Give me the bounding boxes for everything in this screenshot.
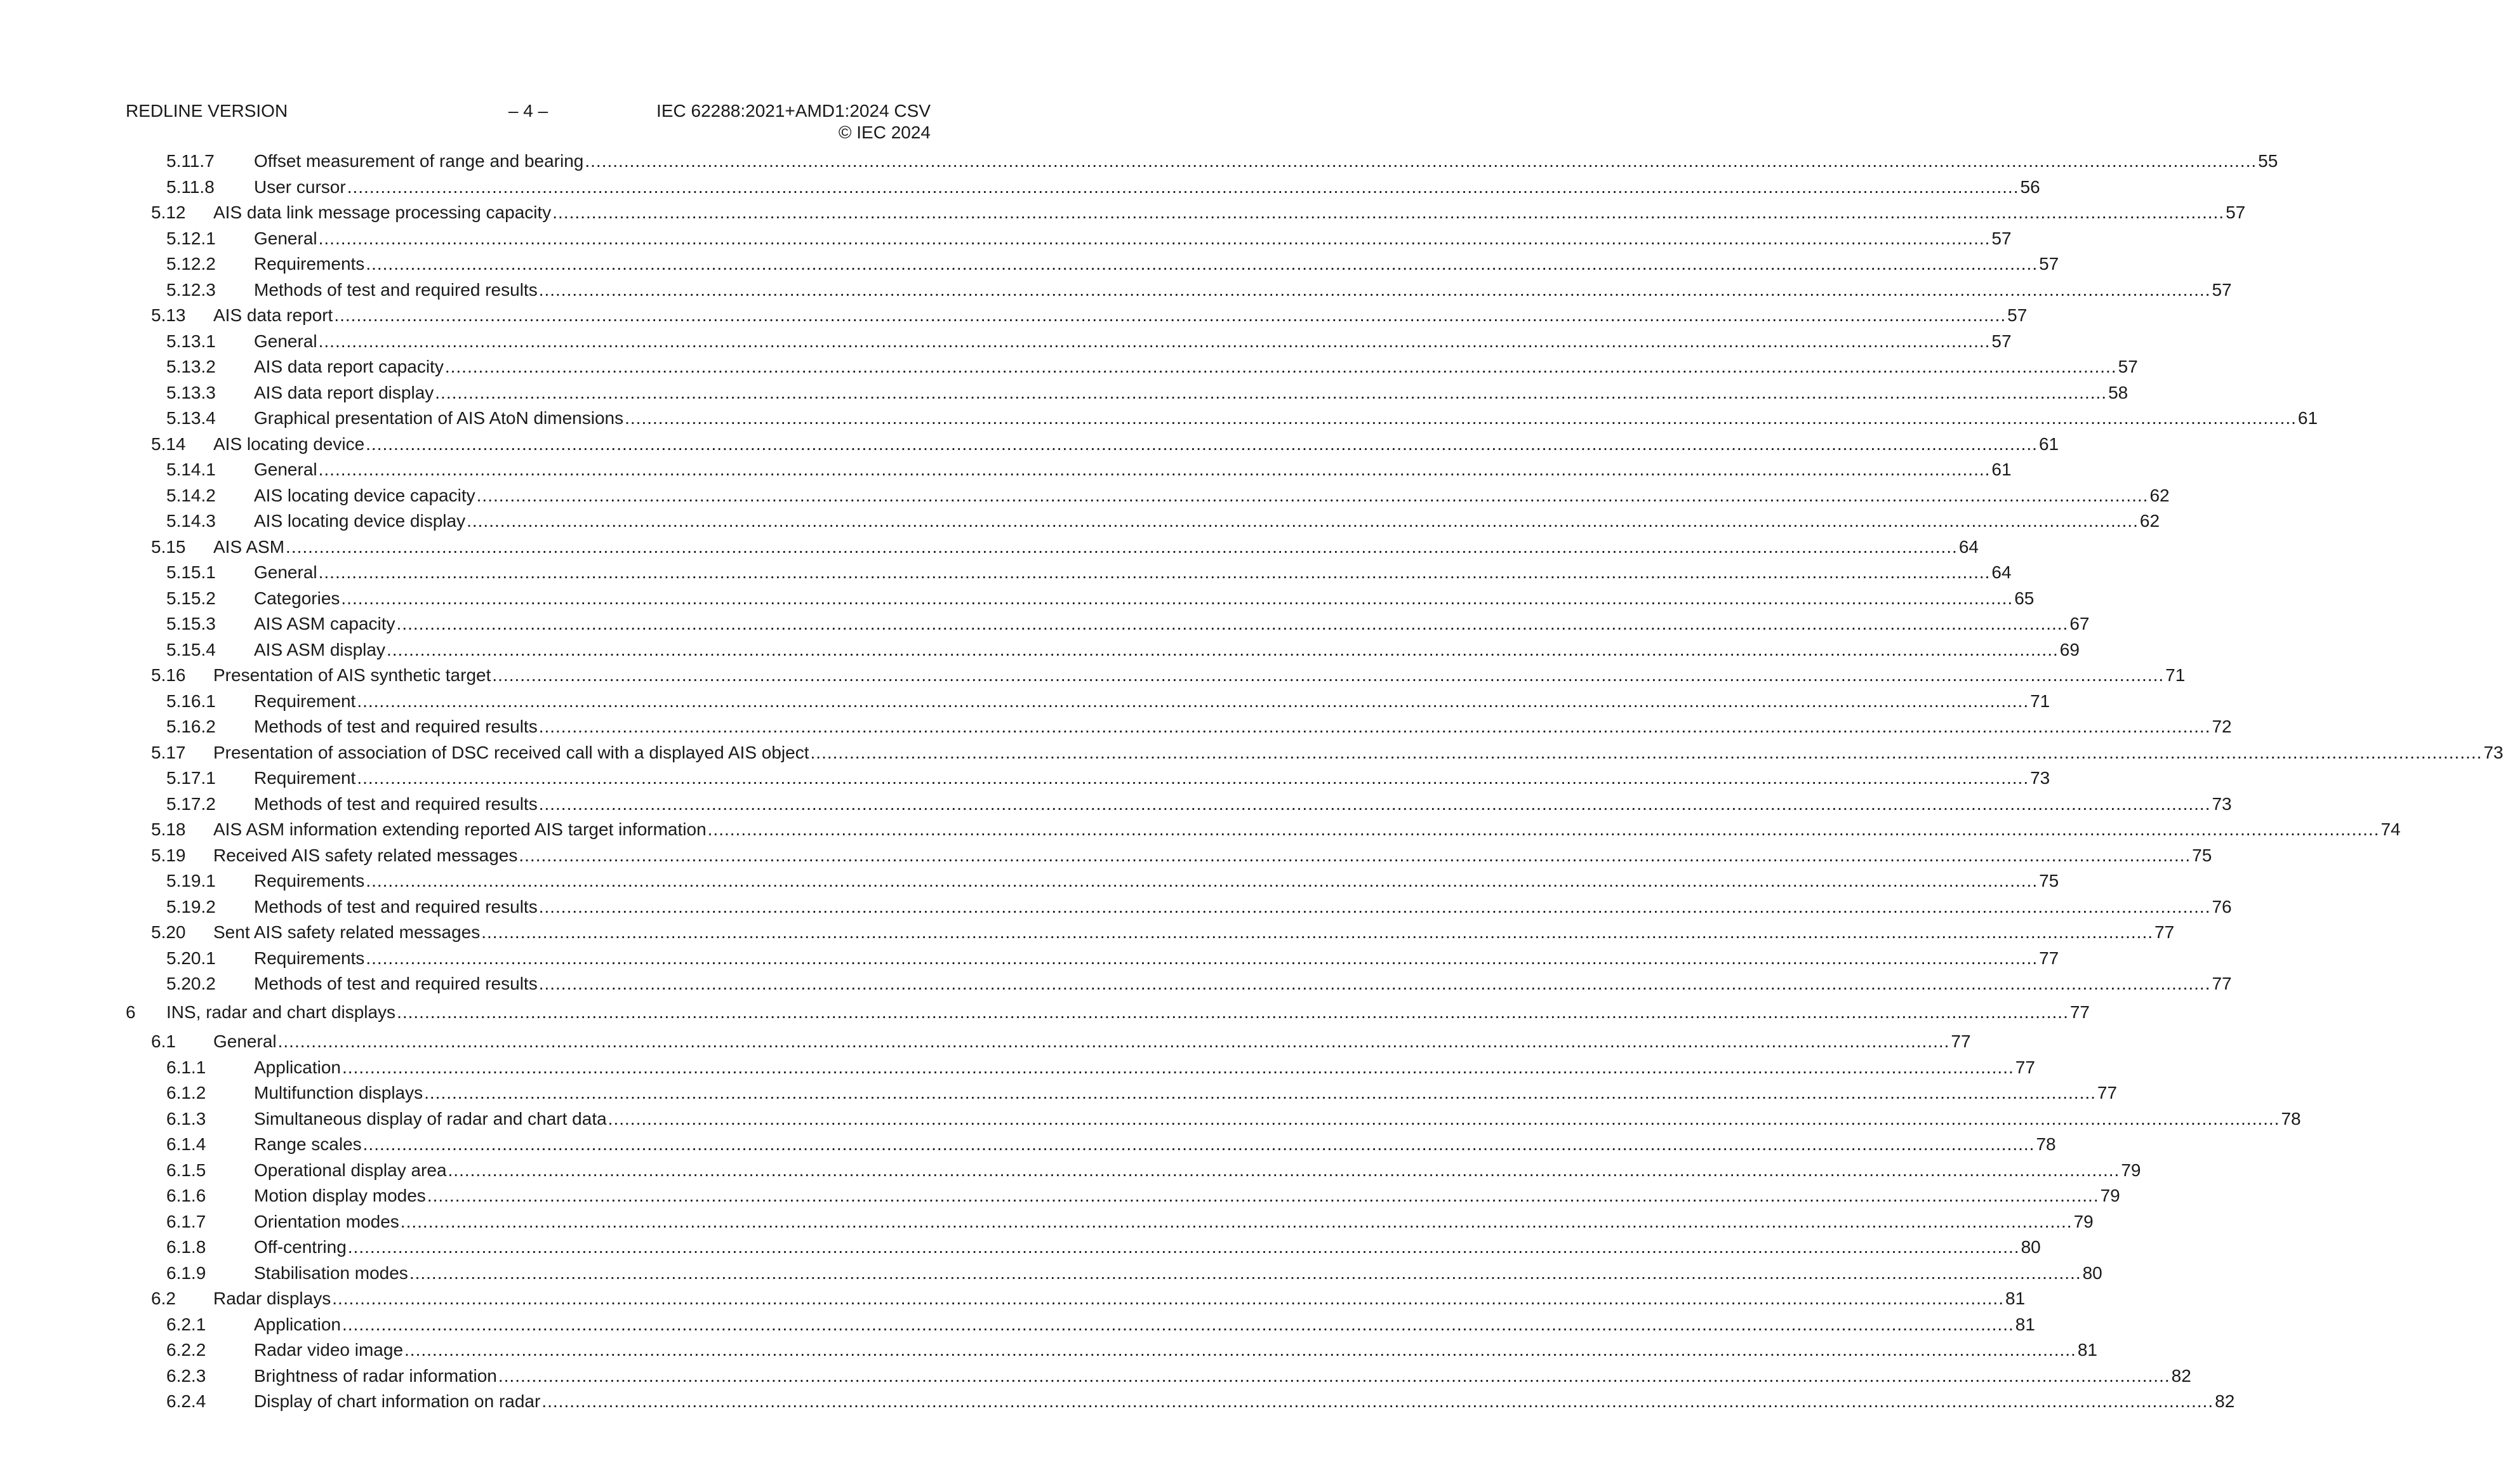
toc-entry-number: 6.2.1: [166, 1314, 206, 1334]
toc-entry-page: 57: [2226, 202, 2246, 222]
toc-entry-number: 5.17.2: [166, 793, 216, 814]
toc-entry-title: Stabilisation modes: [254, 1262, 408, 1283]
toc-entry[interactable]: [0, 1183, 2120, 1209]
toc-entry-title: AIS data report display: [254, 382, 434, 402]
toc-entry-page: 78: [2036, 1134, 2056, 1154]
toc-entry-page: 78: [2281, 1108, 2301, 1129]
toc-entry-line: [254, 946, 2059, 971]
toc-entry[interactable]: [0, 508, 2160, 534]
toc-entry[interactable]: [0, 792, 2232, 817]
toc-dot-leader: ............................................................................................................................................................................................................................................................................................................: [277, 1031, 1950, 1051]
toc-entry-title: Requirement: [254, 691, 356, 711]
toc-dot-leader: ............................................................................................................................................................................................................................................................................................................: [541, 1391, 2214, 1411]
toc-entry-line: [254, 1158, 2141, 1183]
toc-entry-page: 62: [2139, 511, 2160, 531]
toc-entry-title: Methods of test and required results: [254, 793, 538, 814]
toc-entry-page: 77: [2039, 948, 2059, 968]
toc-entry-number: 6.2.2: [166, 1340, 206, 1360]
toc-entry[interactable]: [0, 277, 2232, 303]
toc-dot-leader: ............................................................................................................................................................................................................................................................................................................: [357, 691, 2029, 711]
toc-entry-line: [213, 534, 1979, 560]
toc-entry-number: 5.14.2: [166, 485, 216, 505]
toc-entry-line: [254, 1235, 2041, 1260]
toc-dot-leader: ............................................................................................................................................................................................................................................................................................................: [476, 485, 2149, 505]
toc-entry-number: 5.15.2: [166, 588, 216, 608]
toc-entry-line: [254, 1080, 2118, 1106]
toc-entry-line: [254, 1312, 2035, 1337]
toc-entry[interactable]: [0, 200, 2246, 225]
toc-dot-leader: ............................................................................................................................................................................................................................................................................................................: [357, 768, 2029, 788]
toc-entry-title: Motion display modes: [254, 1186, 426, 1205]
toc-entry-title: Offset measurement of range and bearing: [254, 151, 584, 171]
toc-entry-number: 6.1.2: [166, 1083, 206, 1103]
toc-dot-leader: ............................................................................................................................................................................................................................................................................................................: [366, 948, 2038, 968]
toc-entry-line: [254, 251, 2059, 277]
toc-entry-title: Simultaneous display of radar and chart data: [254, 1108, 607, 1129]
toc-entry-number: 5.17.1: [166, 768, 216, 788]
toc-entry-number: 5.18: [151, 819, 186, 839]
header-standard-id: [656, 100, 931, 143]
toc-dot-leader: ............................................................................................................................................................................................................................................................................................................: [492, 665, 2165, 685]
toc-entry[interactable]: [0, 1055, 2035, 1080]
toc-entry-line: [254, 689, 2050, 714]
toc-entry-page: 77: [2097, 1083, 2118, 1103]
toc-entry-line: [254, 1337, 2097, 1363]
toc-entry-page: 82: [2171, 1365, 2191, 1386]
toc-entry[interactable]: [0, 1080, 2118, 1106]
toc-entry-page: 71: [2030, 691, 2050, 711]
toc-entry-title: Graphical presentation of AIS AtoN dimensions: [254, 408, 624, 428]
toc-entry-line: [213, 740, 2503, 765]
toc-entry-title: Sent AIS safety related messages: [213, 922, 481, 942]
toc-entry-line: [213, 200, 2246, 225]
toc-dot-leader: ............................................................................................................................................................................................................................................................................................................: [341, 588, 2014, 608]
toc-entry-line: [254, 1389, 2235, 1414]
toc-entry-page: 81: [2005, 1289, 2026, 1308]
toc-entry-line: [254, 1055, 2035, 1080]
header-standard-number: IEC 62288:2021+AMD1:2024 CSV: [656, 101, 931, 121]
toc-entry-title: AIS ASM display: [254, 639, 385, 659]
toc-entry-line: [254, 586, 2035, 611]
toc-entry-page: 69: [2059, 639, 2080, 659]
toc-dot-leader: ............................................................................................................................................................................................................................................................................................................: [467, 511, 2139, 531]
toc-dot-leader: ............................................................................................................................................................................................................................................................................................................: [366, 434, 2038, 454]
toc-entry-title: AIS data report capacity: [254, 357, 444, 376]
toc-entry-page: 75: [2039, 871, 2059, 891]
toc-entry-title: AIS ASM: [213, 536, 285, 557]
toc-entry-line: [213, 432, 2059, 457]
toc-entry-line: [254, 149, 2278, 174]
toc-entry-title: Application: [254, 1314, 341, 1334]
toc-entry-line: [254, 611, 2090, 637]
toc-entry[interactable]: [0, 354, 2138, 380]
toc-entry-title: AIS locating device display: [254, 511, 466, 531]
toc-dot-leader: ............................................................................................................................................................................................................................................................................................................: [347, 176, 2019, 197]
toc-entry-title: AIS data link message processing capacity: [213, 202, 552, 222]
toc-dot-leader: ............................................................................................................................................................................................................................................................................................................: [318, 562, 1991, 582]
toc-entry[interactable]: [0, 663, 2186, 688]
toc-entry[interactable]: [0, 1235, 2041, 1260]
toc-entry-number: 6.1.1: [166, 1057, 206, 1077]
toc-entry[interactable]: [0, 534, 1979, 560]
toc-entry-line: [213, 1029, 1971, 1054]
toc-entry-page: 64: [1991, 562, 2012, 582]
toc-entry-number: 5.11.7: [166, 151, 215, 171]
toc-entry-number: 5.12.1: [166, 228, 216, 248]
toc-entry-line: [254, 483, 2170, 508]
toc-entry[interactable]: [0, 149, 2278, 174]
toc-entry-line: [254, 1183, 2120, 1209]
toc-entry-title: Radar displays: [213, 1289, 331, 1308]
toc-dot-leader: ............................................................................................................................................................................................................................................................................................................: [498, 1365, 2170, 1386]
toc-dot-leader: ............................................................................................................................................................................................................................................................................................................: [810, 742, 2483, 762]
toc-entry-line: [254, 277, 2232, 303]
toc-entry-line: [254, 380, 2128, 406]
toc-dot-leader: ............................................................................................................................................................................................................................................................................................................: [332, 1289, 2004, 1308]
toc-entry-page: 57: [1991, 228, 2012, 248]
toc-dot-leader: ............................................................................................................................................................................................................................................................................................................: [552, 202, 2225, 222]
toc-dot-leader: ............................................................................................................................................................................................................................................................................................................: [342, 1314, 2014, 1334]
toc-entry-line: [254, 1132, 2056, 1157]
toc-entry-page: 81: [2077, 1340, 2097, 1360]
toc-entry-page: 62: [2149, 485, 2170, 505]
toc-dot-leader: ............................................................................................................................................................................................................................................................................................................: [538, 896, 2211, 917]
toc-dot-leader: ............................................................................................................................................................................................................................................................................................................: [448, 1160, 2120, 1180]
toc-dot-leader: ............................................................................................................................................................................................................................................................................................................: [538, 974, 2211, 993]
toc-entry-title: Presentation of AIS synthetic target: [213, 665, 491, 685]
toc-entry[interactable]: [0, 689, 2050, 714]
toc-entry-title: General: [254, 331, 317, 351]
toc-entry-page: 73: [2483, 742, 2503, 762]
toc-entry[interactable]: [0, 1132, 2056, 1157]
toc-entry-title: Requirements: [254, 948, 365, 968]
toc-entry-number: 5.13.3: [166, 382, 216, 402]
toc-entry[interactable]: [0, 457, 2012, 482]
toc-entry[interactable]: [0, 329, 2012, 354]
toc-dot-leader: ............................................................................................................................................................................................................................................................................................................: [342, 1057, 2014, 1077]
toc-entry-number: 6.1.8: [166, 1237, 206, 1257]
toc-entry-title: Off-centring: [254, 1237, 347, 1257]
toc-entry-line: [254, 508, 2160, 534]
toc-entry-line: [254, 457, 2012, 482]
toc-entry-page: 58: [2108, 382, 2128, 402]
toc-entry-line: [254, 354, 2138, 380]
toc-entry[interactable]: [0, 637, 2080, 663]
toc-entry-number: 5.16.2: [166, 717, 216, 736]
toc-entry[interactable]: [0, 1158, 2141, 1183]
toc-entry-page: 77: [2212, 974, 2232, 993]
toc-entry-line: [254, 971, 2232, 997]
toc-entry-page: 77: [1951, 1031, 1971, 1051]
toc-dot-leader: ............................................................................................................................................................................................................................................................................................................: [538, 793, 2211, 814]
toc-dot-leader: ............................................................................................................................................................................................................................................................................................................: [427, 1186, 2099, 1205]
toc-dot-leader: ............................................................................................................................................................................................................................................................................................................: [318, 228, 1991, 248]
toc-entry-page: 80: [2021, 1237, 2041, 1257]
toc-dot-leader: ............................................................................................................................................................................................................................................................................................................: [366, 254, 2038, 274]
toc-entry[interactable]: [0, 817, 2401, 842]
toc-entry[interactable]: [0, 251, 2059, 277]
toc-entry[interactable]: [0, 1286, 2026, 1311]
toc-entry-number: 5.20.2: [166, 974, 216, 993]
toc-entry-number: 5.19.1: [166, 871, 216, 891]
toc-entry-number: 5.16: [151, 665, 186, 685]
toc-dot-leader: ............................................................................................................................................................................................................................................................................................................: [607, 1108, 2280, 1129]
toc-entry-number: 6.1.4: [166, 1134, 206, 1154]
toc-entry-line: [254, 1261, 2102, 1286]
toc-entry-page: 57: [2007, 305, 2028, 325]
toc-dot-leader: ............................................................................................................................................................................................................................................................................................................: [707, 819, 2380, 839]
toc-entry-title: INS, radar and chart displays: [166, 1002, 396, 1022]
toc-entry-number: 5.11.8: [166, 176, 215, 197]
toc-entry-title: Application: [254, 1057, 341, 1077]
toc-entry[interactable]: [0, 920, 2175, 945]
header-version-label: REDLINE VERSION: [126, 101, 288, 121]
toc-entry-title: AIS locating device capacity: [254, 485, 475, 505]
toc-entry-line: [213, 920, 2175, 945]
toc-entry-title: Categories: [254, 588, 340, 608]
toc-entry-title: General: [254, 228, 317, 248]
toc-dot-leader: ............................................................................................................................................................................................................................................................................................................: [286, 536, 1958, 557]
toc-entry-title: Display of chart information on radar: [254, 1391, 541, 1411]
toc-entry[interactable]: [0, 1337, 2097, 1363]
toc-entry-page: 82: [2215, 1391, 2235, 1411]
toc-entry-line: [254, 1363, 2191, 1389]
toc-dot-leader: ............................................................................................................................................................................................................................................................................................................: [481, 922, 2154, 942]
toc-entry-title: AIS locating device: [213, 434, 365, 454]
toc-entry[interactable]: [0, 1363, 2191, 1389]
toc-entry-number: 5.20.1: [166, 948, 216, 968]
toc-entry-page: 65: [2014, 588, 2035, 608]
toc-entry-title: Brightness of radar information: [254, 1365, 497, 1386]
toc-entry-page: 67: [2069, 614, 2090, 633]
toc-entry-number: 5.15.3: [166, 614, 216, 633]
toc-dot-leader: ............................................................................................................................................................................................................................................................................................................: [538, 717, 2211, 736]
toc-entry-number: 5.13: [151, 305, 186, 325]
toc-dot-leader: ............................................................................................................................................................................................................................................................................................................: [396, 614, 2069, 633]
toc-entry[interactable]: [0, 740, 2503, 765]
toc-entry-title: Presentation of association of DSC received call with a displayed AIS object: [213, 742, 809, 762]
toc-entry-title: Requirements: [254, 254, 365, 274]
toc-entry-page: 57: [1991, 331, 2012, 351]
toc-entry-line: [254, 765, 2050, 791]
toc-entry[interactable]: [0, 1261, 2102, 1286]
toc-entry-number: 5.17: [151, 742, 186, 762]
toc-entry[interactable]: [0, 868, 2059, 894]
toc-entry-title: Methods of test and required results: [254, 896, 538, 917]
toc-entry-number: 6: [126, 1002, 136, 1022]
toc-entry-number: 6.1: [151, 1031, 176, 1051]
toc-entry[interactable]: [0, 1000, 2090, 1025]
toc-entry-number: 5.14.3: [166, 511, 216, 531]
toc-entry[interactable]: [0, 971, 2232, 997]
toc-entry-page: 81: [2015, 1314, 2035, 1334]
toc-entry-page: 80: [2082, 1262, 2102, 1283]
toc-entry-title: Methods of test and required results: [254, 279, 538, 300]
toc-entry[interactable]: [0, 714, 2232, 739]
toc-entry-line: [254, 894, 2232, 920]
toc-entry-page: 71: [2165, 665, 2186, 685]
toc-entry-page: 57: [2039, 254, 2059, 274]
toc-entry-number: 6.1.7: [166, 1211, 206, 1231]
toc-entry-line: [254, 714, 2232, 739]
toc-dot-leader: ............................................................................................................................................................................................................................................................................................................: [424, 1083, 2096, 1103]
toc-entry-line: [254, 560, 2012, 585]
toc-entry-title: General: [254, 460, 317, 479]
toc-entry[interactable]: [0, 765, 2050, 791]
toc-entry-title: Multifunction displays: [254, 1083, 423, 1103]
toc-dot-leader: ............................................................................................................................................................................................................................................................................................................: [519, 845, 2191, 865]
toc-entry-page: 61: [2038, 434, 2059, 454]
toc-entry[interactable]: [0, 380, 2128, 406]
toc-entry-page: 77: [2154, 922, 2175, 942]
toc-entry[interactable]: [0, 175, 2040, 200]
toc-entry-page: 61: [2297, 408, 2318, 428]
toc-entry-title: AIS data report: [213, 305, 333, 325]
toc-dot-leader: ............................................................................................................................................................................................................................................................................................................: [366, 871, 2038, 891]
toc-entry-page: 61: [1991, 460, 2012, 479]
toc-entry-number: 5.13.1: [166, 331, 216, 351]
toc-entry-line: [213, 1286, 2026, 1311]
toc-dot-leader: ............................................................................................................................................................................................................................................................................................................: [625, 408, 2297, 428]
toc-dot-leader: ............................................................................................................................................................................................................................................................................................................: [444, 357, 2117, 376]
toc-entry[interactable]: [0, 1312, 2035, 1337]
toc-entry-line: [254, 329, 2012, 354]
toc-entry-title: General: [254, 562, 317, 582]
toc-entry[interactable]: [0, 946, 2059, 971]
toc-dot-leader: ............................................................................................................................................................................................................................................................................................................: [400, 1211, 2073, 1231]
toc-entry-page: 57: [2118, 357, 2138, 376]
toc-entry-number: 6.2.3: [166, 1365, 206, 1386]
toc-entry-title: General: [213, 1031, 277, 1051]
toc-entry[interactable]: [0, 586, 2035, 611]
toc-dot-leader: ............................................................................................................................................................................................................................................................................................................: [404, 1340, 2076, 1360]
toc-entry-line: [166, 1000, 2090, 1025]
toc-entry-page: 76: [2212, 896, 2232, 917]
toc-dot-leader: ............................................................................................................................................................................................................................................................................................................: [538, 279, 2211, 300]
toc-entry-number: 5.15: [151, 536, 186, 557]
toc-entry-title: Methods of test and required results: [254, 717, 538, 736]
toc-entry-title: Methods of test and required results: [254, 974, 538, 993]
toc-entry-page: 75: [2192, 845, 2212, 865]
toc-entry-page: 73: [2212, 793, 2232, 814]
toc-entry-title: Requirement: [254, 768, 356, 788]
toc-entry-title: Received AIS safety related messages: [213, 845, 518, 865]
toc-entry-line: [213, 843, 2212, 868]
toc-entry-page: 73: [2030, 768, 2050, 788]
toc-entry-line: [254, 175, 2040, 200]
toc-entry-page: 79: [2073, 1211, 2094, 1231]
toc-entry-line: [254, 868, 2059, 894]
toc-dot-leader: ............................................................................................................................................................................................................................................................................................................: [347, 1237, 2020, 1257]
toc-entry-number: 5.19.2: [166, 896, 216, 917]
toc-dot-leader: ............................................................................................................................................................................................................................................................................................................: [362, 1134, 2035, 1154]
toc-dot-leader: ............................................................................................................................................................................................................................................................................................................: [334, 305, 2007, 325]
toc-entry-title: Operational display area: [254, 1160, 447, 1180]
toc-entry-number: 5.15.4: [166, 639, 216, 659]
toc-entry-page: 77: [2069, 1002, 2090, 1022]
toc-entry-number: 6.1.5: [166, 1160, 206, 1180]
toc-dot-leader: ............................................................................................................................................................................................................................................................................................................: [397, 1002, 2069, 1022]
toc-entry-number: 5.15.1: [166, 562, 216, 582]
toc-entry-page: 79: [2100, 1186, 2120, 1205]
toc-entry-number: 6.1.9: [166, 1262, 206, 1283]
toc-entry[interactable]: [0, 1389, 2235, 1414]
toc-entry-title: Orientation modes: [254, 1211, 399, 1231]
toc-entry-line: [213, 303, 2028, 328]
toc-entry-page: 72: [2212, 717, 2232, 736]
toc-entry-line: [213, 663, 2186, 688]
toc-entry[interactable]: [0, 894, 2232, 920]
toc-dot-leader: ............................................................................................................................................................................................................................................................................................................: [585, 151, 2257, 171]
toc-entry-number: 5.12.3: [166, 279, 216, 300]
toc-entry-number: 5.14: [151, 434, 186, 454]
toc-entry[interactable]: [0, 843, 2212, 868]
toc-entry-line: [254, 1209, 2094, 1235]
toc-entry-page: 74: [2380, 819, 2401, 839]
toc-entry-title: AIS ASM information extending reported AIS target information: [213, 819, 707, 839]
toc-entry[interactable]: [0, 406, 2318, 431]
toc-entry[interactable]: [0, 1029, 1971, 1054]
toc-entry-line: [254, 792, 2232, 817]
toc-entry-page: 56: [2020, 176, 2040, 197]
toc-entry-line: [254, 406, 2318, 431]
toc-entry-title: Range scales: [254, 1134, 362, 1154]
toc-entry-line: [254, 1106, 2301, 1132]
toc-entry[interactable]: [0, 432, 2059, 457]
toc-entry[interactable]: [0, 483, 2170, 508]
toc-entry[interactable]: [0, 1209, 2094, 1235]
toc-entry-number: 5.12: [151, 202, 186, 222]
toc-entry-page: 64: [1958, 536, 1979, 557]
toc-entry-line: [254, 637, 2080, 663]
toc-dot-leader: ............................................................................................................................................................................................................................................................................................................: [435, 382, 2108, 402]
toc-entry-number: 5.13.2: [166, 357, 216, 376]
toc-entry-number: 5.14.1: [166, 460, 216, 479]
toc-dot-leader: ............................................................................................................................................................................................................................................................................................................: [318, 460, 1991, 479]
toc-entry-page: 79: [2121, 1160, 2141, 1180]
toc-entry-line: [213, 817, 2401, 842]
toc-entry-page: 57: [2212, 279, 2232, 300]
toc-entry-title: Radar video image: [254, 1340, 404, 1360]
header-page-number: – 4 –: [508, 101, 548, 121]
toc-dot-leader: ............................................................................................................................................................................................................................................................................................................: [318, 331, 1991, 351]
toc-entry-number: 6.1.3: [166, 1108, 206, 1129]
toc-entry-number: 5.16.1: [166, 691, 216, 711]
toc-dot-leader: ............................................................................................................................................................................................................................................................................................................: [409, 1262, 2081, 1283]
toc-dot-leader: ............................................................................................................................................................................................................................................................................................................: [386, 639, 2059, 659]
toc-entry-number: 5.12.2: [166, 254, 216, 274]
toc-entry-number: 5.13.4: [166, 408, 216, 428]
toc-entry-title: Requirements: [254, 871, 365, 891]
toc-entry-number: 6.2: [151, 1289, 176, 1308]
toc-entry-number: 6.2.4: [166, 1391, 206, 1411]
toc-entry-line: [254, 226, 2012, 251]
toc-entry[interactable]: [0, 303, 2028, 328]
toc-entry[interactable]: [0, 1106, 2301, 1132]
toc-entry-number: 5.19: [151, 845, 186, 865]
toc-entry-title: AIS ASM capacity: [254, 614, 395, 633]
toc-entry-title: User cursor: [254, 176, 346, 197]
toc-entry-page: 55: [2258, 151, 2278, 171]
toc-entry-number: 6.1.6: [166, 1186, 206, 1205]
toc-entry[interactable]: [0, 226, 2012, 251]
toc-entry-number: 5.20: [151, 922, 186, 942]
toc-entry-page: 77: [2015, 1057, 2035, 1077]
toc-entry[interactable]: [0, 560, 2012, 585]
header-copyright: © IEC 2024: [838, 123, 931, 142]
toc-entry[interactable]: [0, 611, 2090, 637]
